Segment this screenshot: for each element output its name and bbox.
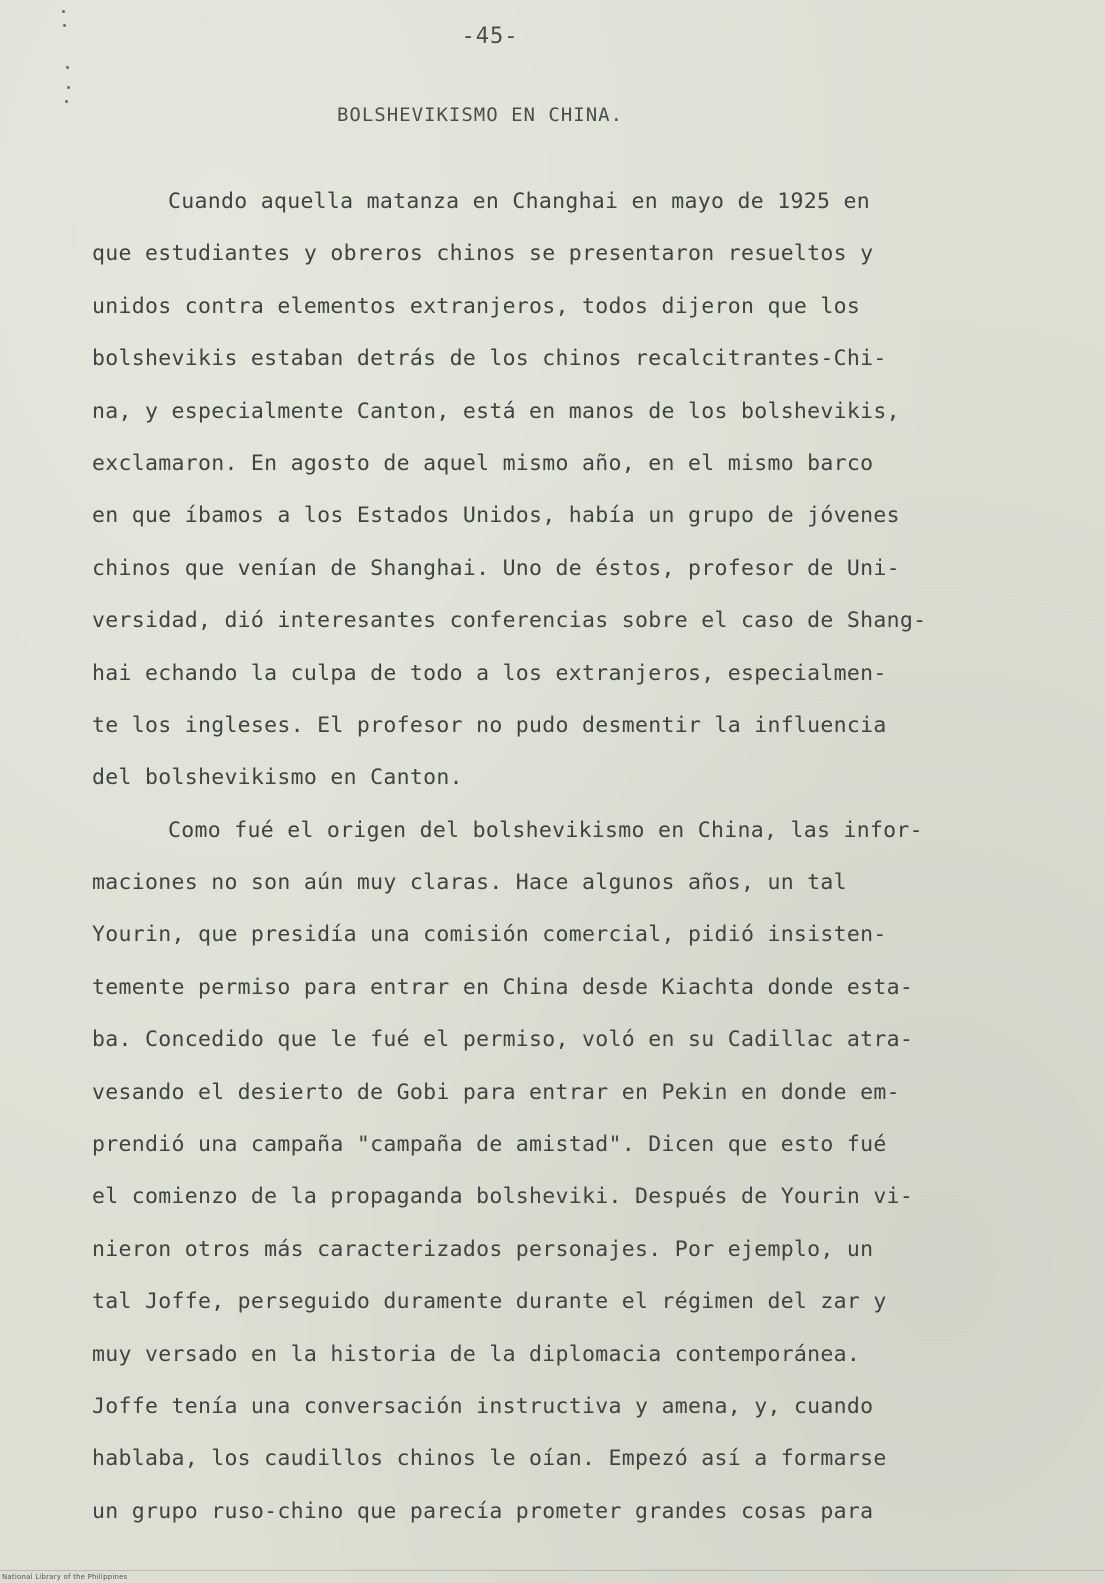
text-line: que estudiantes y obreros chinos se presentaron resueltos y	[92, 241, 874, 267]
paragraph-1	[92, 176, 1052, 805]
text-line: Cuando aquella matanza en Changhai en mayo de 1925 en	[168, 189, 870, 214]
footer-credit: National Library of the Philippines	[2, 1573, 128, 1581]
margin-dot	[65, 100, 68, 103]
text-line: Joffe tenía una conversación instructiva y amena, y, cuando	[92, 1393, 874, 1419]
text-line: en que íbamos a los Estados Unidos, había un grupo de jóvenes	[92, 503, 900, 529]
page-title: BOLSHEVIKISMO EN CHINA.	[336, 104, 624, 126]
text-line: hai echando la culpa de todo a los extranjeros, especialmen-	[92, 660, 887, 686]
margin-dot	[67, 86, 70, 89]
footer-rule	[0, 1570, 1105, 1571]
text-line: bolshevikis estaban detrás de los chinos recalcitrantes-Chi-	[92, 346, 887, 372]
text-line: nieron otros más caracterizados personajes. Por ejemplo, un	[92, 1236, 874, 1262]
text-line: prendió una campaña "campaña de amistad". Dicen que esto fué	[92, 1132, 887, 1158]
text-line: ba. Concedido que le fué el permiso, voló en su Cadillac atra-	[92, 1027, 914, 1053]
text-line: tal Joffe, perseguido duramente durante el régimen del zar y	[92, 1289, 887, 1315]
text-line: el comienzo de la propaganda bolsheviki. Después de Yourin vi-	[92, 1184, 914, 1210]
paragraph-2	[92, 805, 1052, 1538]
text-line: versidad, dió interesantes conferencias sobre el caso de Shang-	[92, 608, 927, 634]
text-line: Yourin, que presidía una comisión comercial, pidió insisten-	[92, 922, 887, 948]
text-line: Como fué el origen del bolshevikismo en China, las infor-	[168, 817, 923, 843]
margin-dot	[62, 10, 65, 13]
margin-marks	[60, 0, 72, 120]
text-line: un grupo ruso-chino que parecía prometer grandes cosas para	[92, 1498, 874, 1524]
text-line: maciones no son aún muy claras. Hace algunos años, un tal	[92, 870, 847, 896]
text-line: te los ingleses. El profesor no pudo desmentir la influencia	[92, 712, 887, 738]
text-line: del bolshevikismo en Canton.	[92, 765, 463, 791]
body-text	[92, 176, 1052, 1538]
page-number: -45-	[461, 24, 519, 49]
text-line: temente permiso para entrar en China desde Kiachta donde esta-	[92, 974, 914, 1000]
text-line: unidos contra elementos extranjeros, todos dijeron que los	[92, 293, 861, 319]
text-line: hablaba, los caudillos chinos le oían. Empezó así a formarse	[92, 1446, 887, 1472]
text-line: vesando el desierto de Gobi para entrar en Pekin en donde em-	[92, 1079, 900, 1105]
text-line: muy versado en la historia de la diplomacia contemporánea.	[92, 1341, 861, 1367]
text-line: na, y especialmente Canton, está en manos de los bolshevikis,	[92, 398, 900, 424]
text-line: exclamaron. En agosto de aquel mismo año, en el mismo barco	[92, 450, 874, 476]
text-line: chinos que venían de Shanghai. Uno de éstos, profesor de Uni-	[92, 555, 900, 581]
margin-dot	[66, 66, 69, 69]
